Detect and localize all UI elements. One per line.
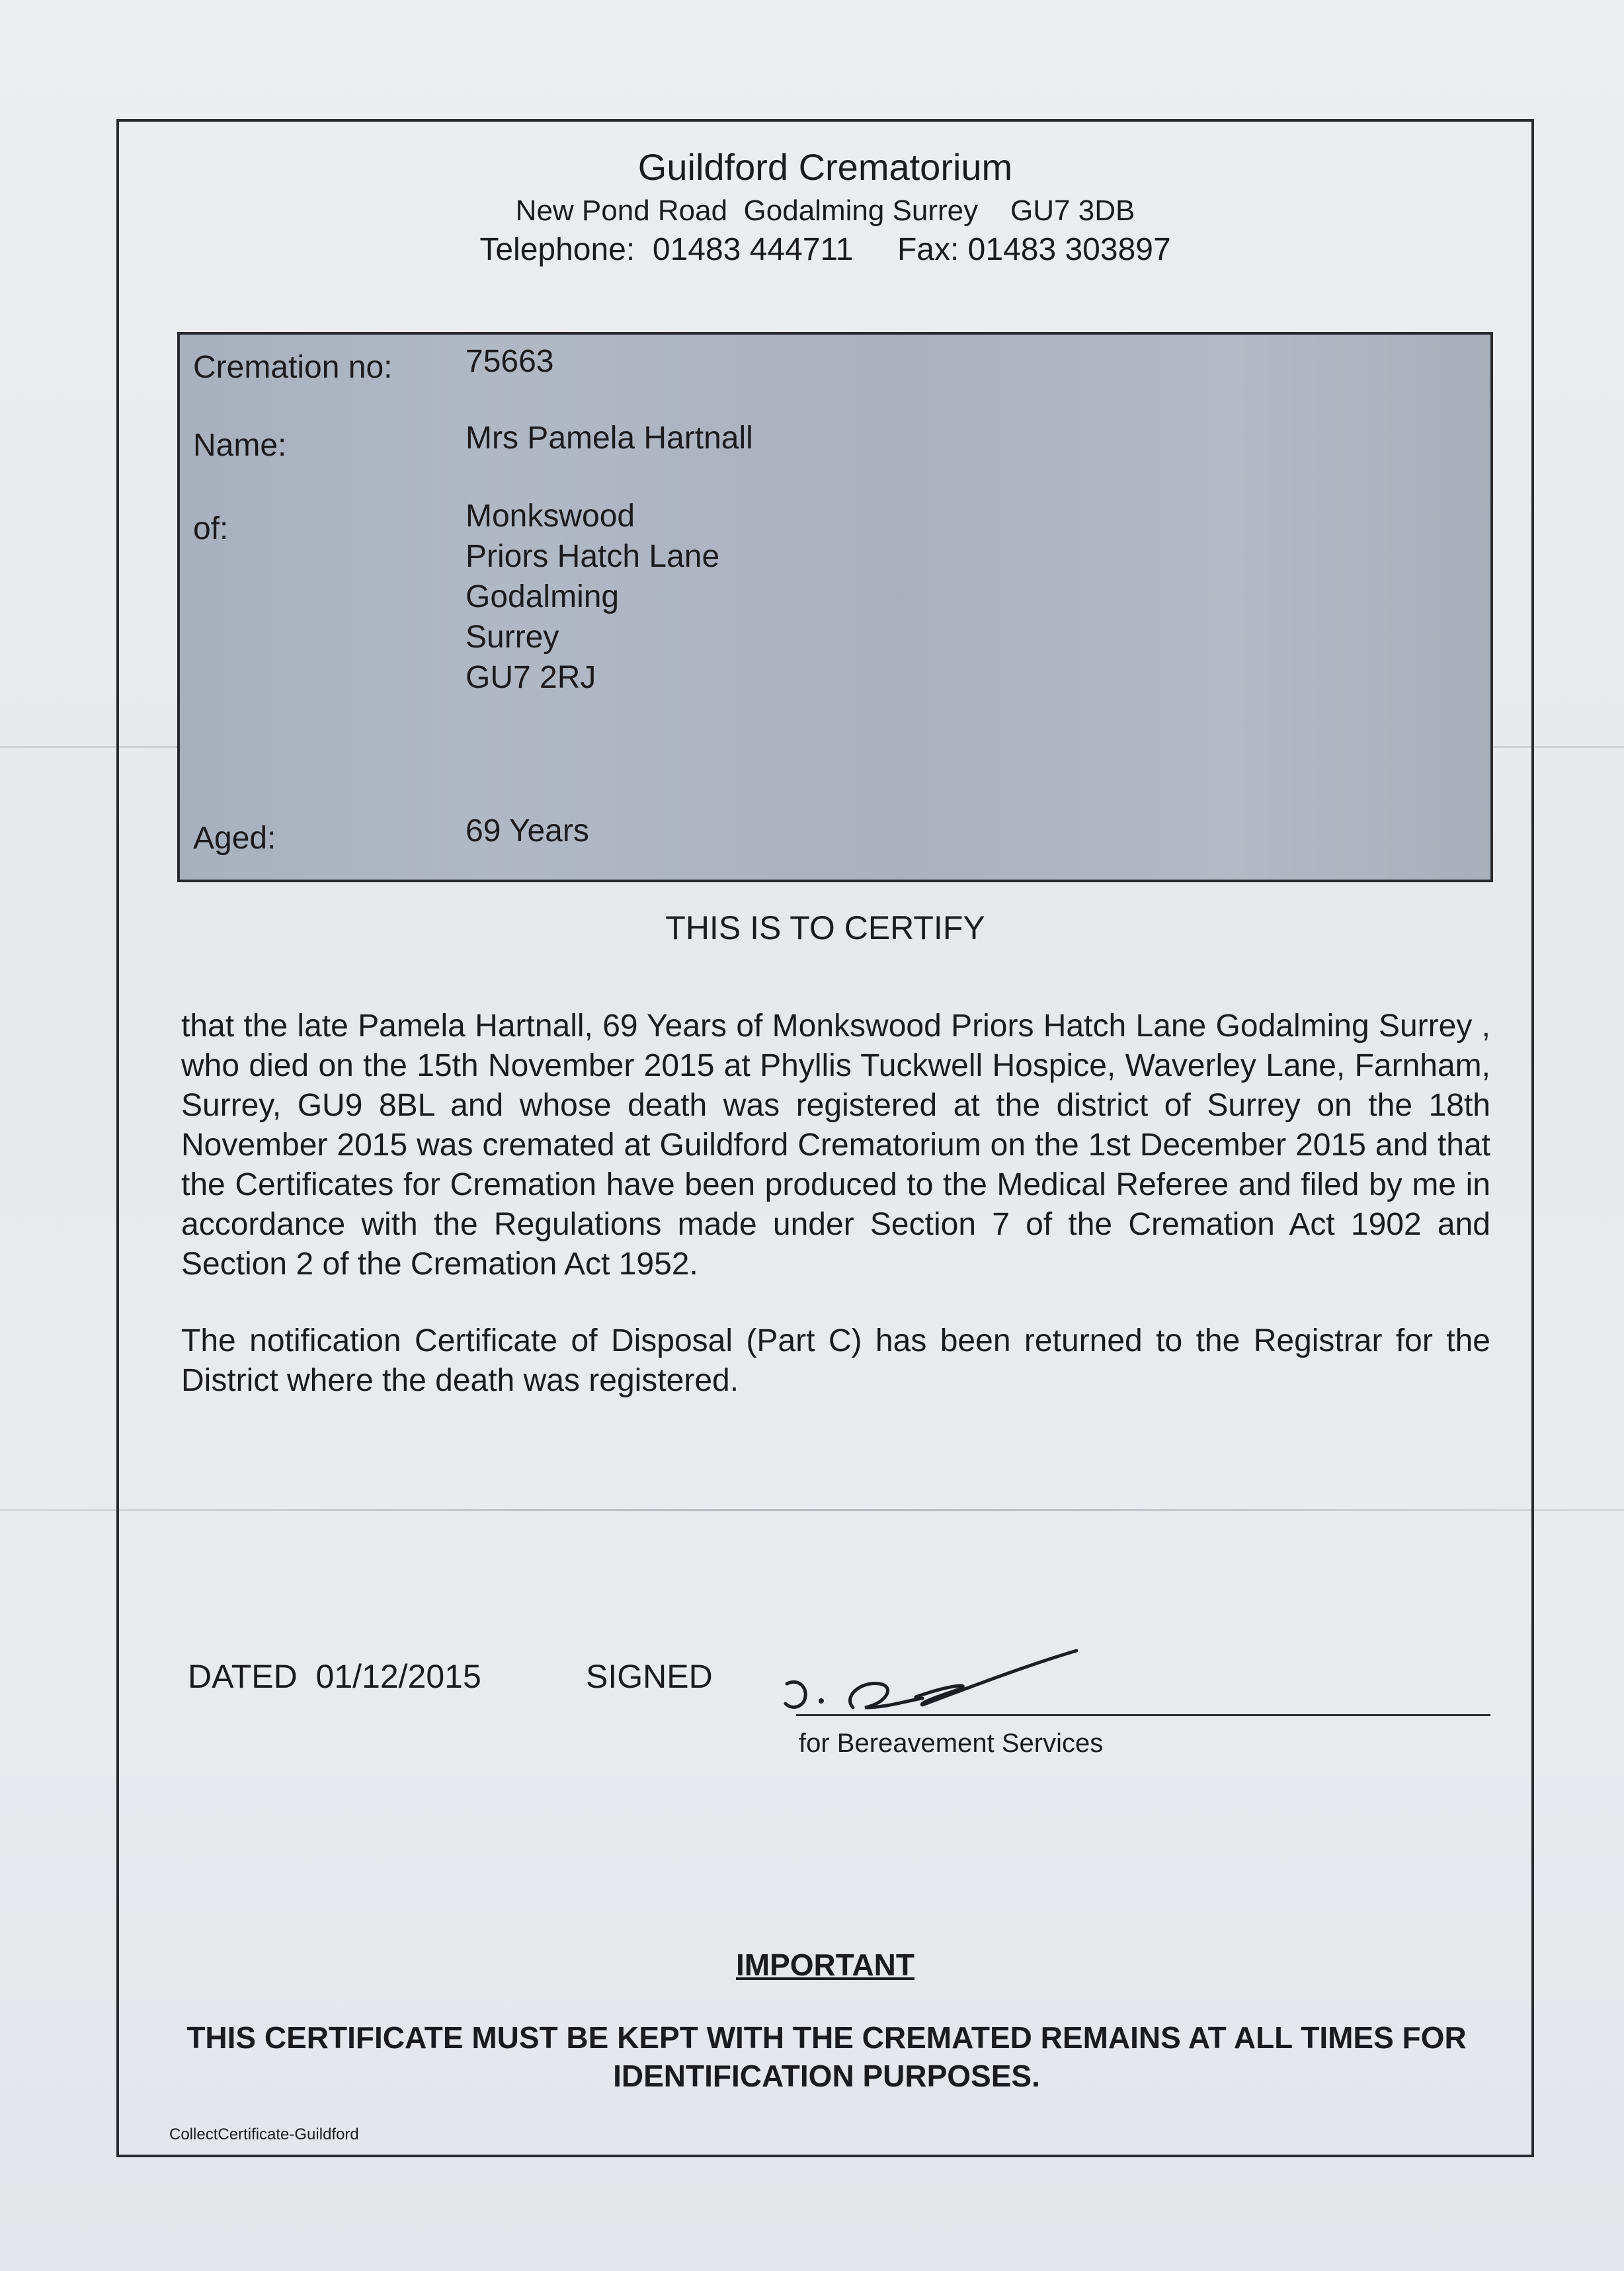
crematorium-name: Guildford Crematorium	[637, 146, 1013, 188]
deceased-details-box	[177, 332, 1493, 882]
address-line: Godalming	[466, 579, 620, 614]
address-line: Monkswood	[466, 499, 635, 534]
address-line: GU7 2RJ	[466, 660, 596, 695]
crematorium-phones: Telephone: 01483 444711 Fax: 01483 303897	[479, 232, 1171, 267]
signature-caption: for Bereavement Services	[799, 1729, 1104, 1758]
address-line: Priors Hatch Lane	[466, 539, 720, 574]
dated-field: DATED 01/12/2015	[188, 1658, 481, 1695]
aged-value: 69 Years	[466, 813, 589, 848]
handwritten-signature	[780, 1644, 1084, 1717]
crematorium-address: New Pond Road Godalming Surrey GU7 3DB	[515, 194, 1135, 227]
retention-warning: THIS CERTIFICATE MUST BE KEPT WITH THE CREMATED REMAINS AT ALL TIMES FOR IDENTIFICATION PURPOSES.	[186, 2020, 1467, 2093]
signature-line	[796, 1714, 1490, 1716]
certification-paragraph: that the late Pamela Hartnall, 69 Years of Monkswood Priors Hatch Lane Godalming Surrey , who died on the 15th November 2015 at Phyllis Tuckwell Hospice, Waverley Lane, Farnham, Surrey, GU9 8BL and whose death was registered at the district of Surrey on the 18th November 2015 was cremated at Guildford Crematorium on the 1st December 2015 and that the Certificates for Cremation have been produced to the Medical Referee and filed by me in accordance with the Regulations made under Section 7 of the Cremation Act 1902 and Section 2 of the Cremation Act 1952.	[181, 1009, 1490, 1282]
aged-label: Aged:	[193, 821, 276, 856]
address-label: of:	[193, 511, 229, 546]
signed-label: SIGNED	[586, 1658, 713, 1695]
cremation-no-label: Cremation no:	[193, 350, 393, 385]
cremation-no-value: 75663	[466, 344, 554, 379]
disposal-notice-paragraph: The notification Certificate of Disposal (Part C) has been returned to the Registrar for the District where the death was registered.	[181, 1323, 1490, 1398]
certify-heading: THIS IS TO CERTIFY	[665, 909, 985, 946]
important-heading: IMPORTANT	[735, 1948, 914, 1982]
address-value	[466, 496, 719, 698]
name-label: Name:	[193, 428, 287, 463]
name-value: Mrs Pamela Hartnall	[466, 421, 753, 456]
address-line: Surrey	[466, 620, 559, 655]
footer-form-code: CollectCertificate-Guildford	[169, 2126, 359, 2143]
